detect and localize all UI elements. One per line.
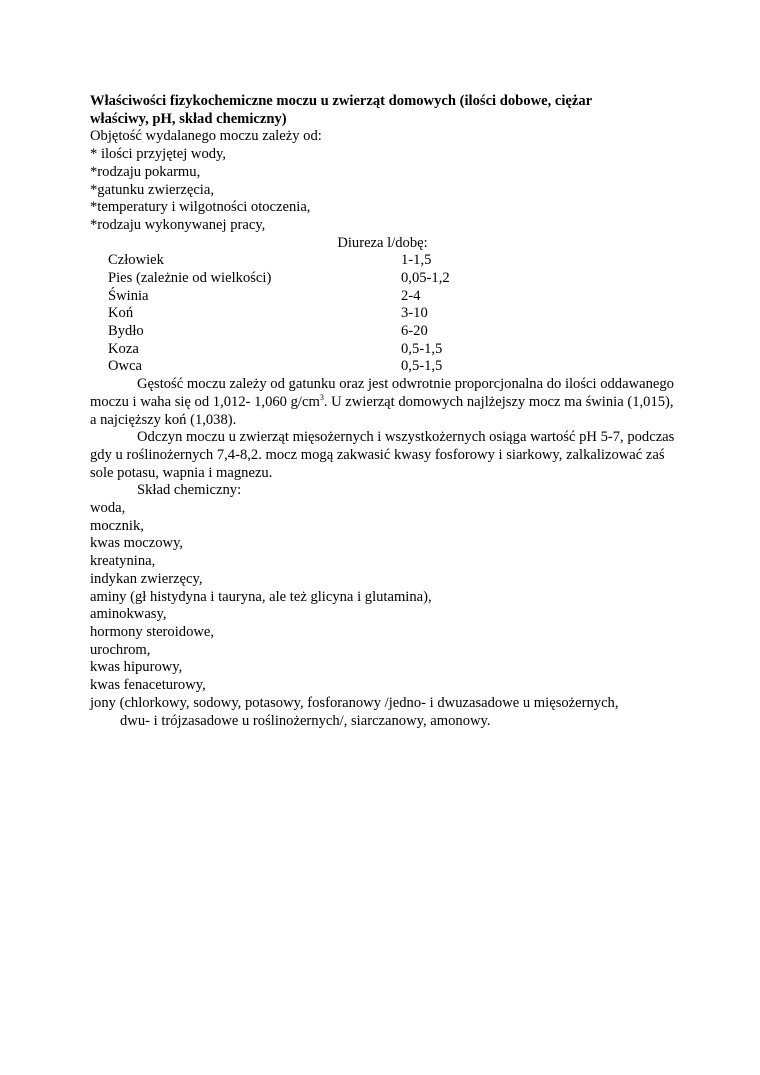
diureza-value: 3-10 <box>401 305 428 322</box>
diureza-value: 6-20 <box>401 323 428 340</box>
document-title-line-1: Właściwości fizykochemiczne moczu u zwierząt domowych (ilości dobowe, ciężar <box>90 93 593 109</box>
diureza-value: 2-4 <box>401 287 421 304</box>
density-text-2: . U zwierząt domowych najlżejszy mocz ma świnia (1,015), a najcięższy koń (1,038). <box>90 393 674 428</box>
list-item: urochrom, <box>90 641 151 658</box>
table-row <box>90 358 675 376</box>
animal-name: Świnia <box>108 287 149 304</box>
animal-name: Koza <box>108 340 139 357</box>
list-item: indykan zwierzęcy, <box>90 570 203 587</box>
diureza-value: 1-1,5 <box>401 252 432 269</box>
list-item: aminokwasy, <box>90 606 167 623</box>
diureza-heading: Diureza l/dobę: <box>337 234 428 251</box>
list-item: hormony steroidowe, <box>90 623 215 640</box>
list-item: woda, <box>90 500 126 517</box>
diureza-table <box>90 252 675 376</box>
ph-paragraph: Odczyn moczu u zwierząt mięsożernych i wszystkożernych osiąga wartość pH 5-7, podczas gdy u roślinożernych 7,4-8,2. mocz mogą zakwasić kwasy fosforowy i siarkowy, zalkalizować zaś sole potasu, wapnia i magnezu. <box>90 429 675 481</box>
list-item: *rodzaju wykonywanej pracy, <box>90 216 266 233</box>
composition-list <box>90 500 675 730</box>
list-item-ions: jony (chlorkowy, sodowy, potasowy, fosforanowy /jedno- i dwuzasadowe u mięsożernych, <box>90 694 619 711</box>
density-unit-exponent: 3 <box>319 392 324 402</box>
diureza-value: 0,5-1,5 <box>401 340 443 357</box>
animal-name: Koń <box>108 305 134 322</box>
animal-name: Owca <box>108 358 143 375</box>
table-row <box>90 323 675 341</box>
document-body <box>90 93 675 730</box>
list-item: kreatynina, <box>90 553 156 570</box>
document-title-line-2: właściwy, pH, skład chemiczny) <box>90 110 287 127</box>
density-text-1: Gęstość moczu zależy od gatunku oraz jest odwrotnie proporcjonalna do ilości oddawanego moczu i waha się od 1,012- 1,060 g/cm <box>90 376 674 410</box>
factor-list <box>90 146 675 235</box>
animal-name: Człowiek <box>108 252 164 269</box>
list-item: kwas hipurowy, <box>90 659 183 676</box>
list-item: *gatunku zwierzęcia, <box>90 181 214 198</box>
list-item: *temperatury i wilgotności otoczenia, <box>90 199 311 216</box>
list-item: * ilości przyjętej wody, <box>90 146 227 163</box>
table-row <box>90 252 675 270</box>
density-paragraph <box>90 376 675 429</box>
animal-name: Pies (zależnie od wielkości) <box>108 270 272 287</box>
diureza-value: 0,5-1,5 <box>401 358 443 375</box>
list-item: kwas moczowy, <box>90 535 184 552</box>
list-item: aminy (gł histydyna i tauryna, ale też glicyna i glutamina), <box>90 588 432 605</box>
table-row <box>90 270 675 288</box>
composition-heading: Skład chemiczny: <box>137 482 242 499</box>
list-item: kwas fenaceturowy, <box>90 677 206 694</box>
intro-text: Objętość wydalanego moczu zależy od: <box>90 128 322 145</box>
list-item: mocznik, <box>90 517 144 534</box>
list-item: *rodzaju pokarmu, <box>90 163 201 180</box>
table-row <box>90 341 675 359</box>
list-item-ions-continuation: dwu- i trójzasadowe u roślinożernych/, siarczanowy, amonowy. <box>120 712 491 729</box>
table-row <box>90 305 675 323</box>
diureza-value: 0,05-1,2 <box>401 270 450 287</box>
table-row <box>90 288 675 306</box>
animal-name: Bydło <box>108 323 144 340</box>
